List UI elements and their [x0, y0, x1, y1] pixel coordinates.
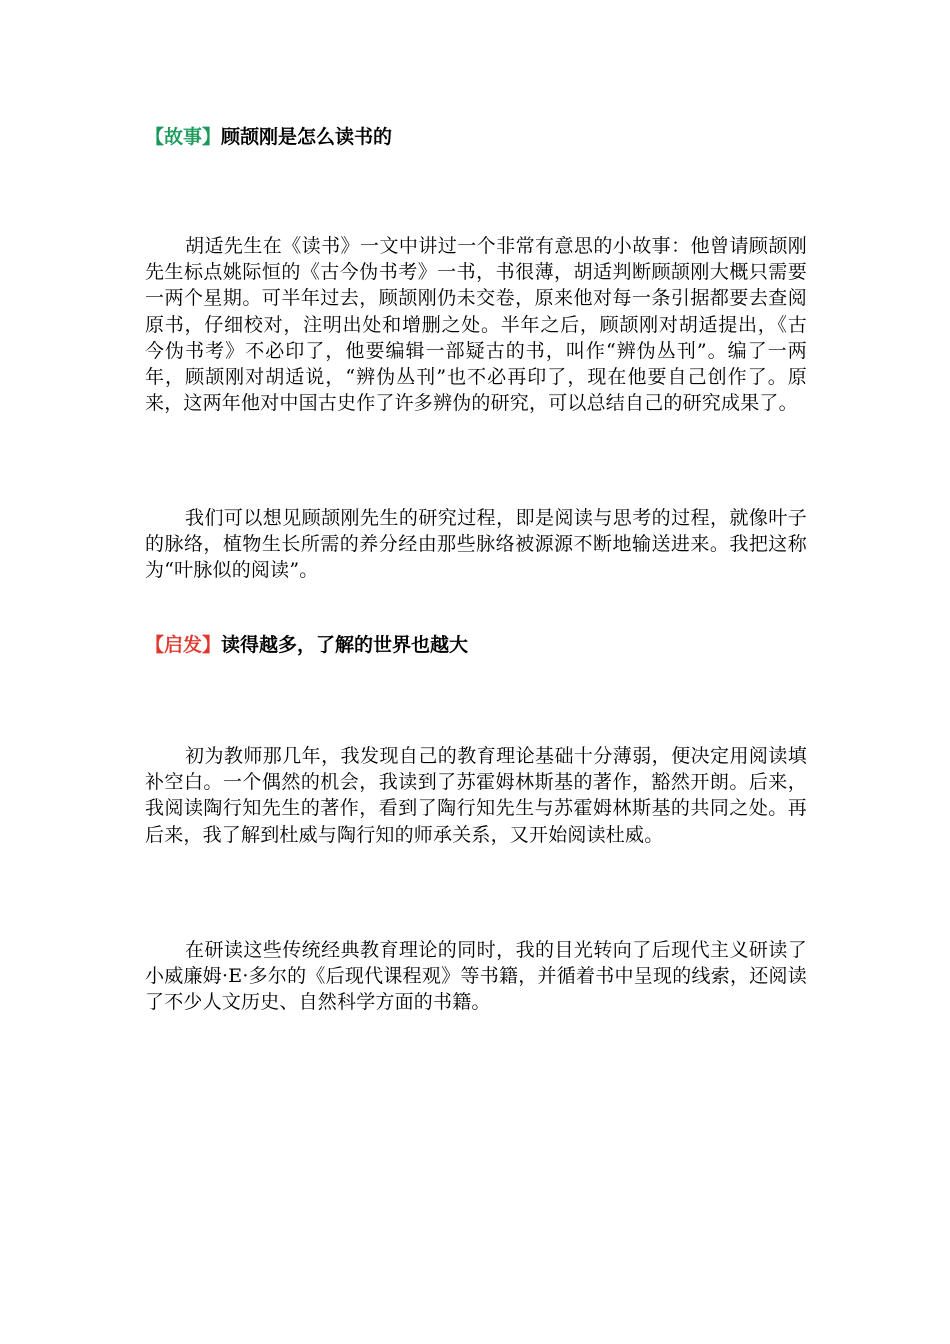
paragraph-insight-2: 在研读这些传统经典教育理论的同时，我的目光转向了后现代主义研读了小威廉姆·E·多尔的《后现代课程观》等书籍，并循着书中呈现的线索，还阅读了不少人文历史、自然科学方面的书籍。 — [145, 939, 807, 1014]
paragraph-insight-1: 初为教师那几年，我发现自己的教育理论基础十分薄弱，便决定用阅读填补空白。一个偶然的机会，我读到了苏霍姆林斯基的著作，豁然开朗。后来，我阅读陶行知先生的著作，看到了陶行知先生与苏霍姆林斯基的共同之处。再后来，我了解到杜威与陶行知的师承关系，又开始阅读杜威。 — [145, 745, 807, 846]
paragraph-story-2: 我们可以想见顾颉刚先生的研究过程，即是阅读与思考的过程，就像叶子的脉络，植物生长所需的养分经由那些脉络被源源不断地输送进来。我把这称为“叶脉似的阅读”。 — [145, 507, 807, 582]
section-title-insight: 读得越多，了解的世界也越大 — [221, 634, 469, 656]
section-heading-insight — [145, 632, 815, 658]
section-heading-story — [145, 124, 815, 150]
section-tag-story: 【故事】 — [145, 126, 222, 148]
section-tag-insight: 【启发】 — [145, 634, 222, 656]
paragraph-story-1: 胡适先生在《读书》一文中讲过一个非常有意思的小故事：他曾请顾颉刚先生标点姚际恒的《古今伪书考》一书，书很薄，胡适判断顾颉刚大概只需要一两个星期。可半年过去，顾颉刚仍未交卷，原来他对每一条引据都要去查阅原书，仔细校对，注明出处和增删之处。半年之后，顾颉刚对胡适提出，《古今伪书考》不必印了，他要编辑一部疑古的书，叫作“辨伪丛刊”。编了一两年，顾颉刚对胡适说，“辨伪丛刊”也不必再印了，现在他要自己创作了。原来，这两年他对中国古史作了许多辨伪的研究，可以总结自己的研究成果了。 — [145, 235, 807, 415]
section-title-story: 顾颉刚是怎么读书的 — [221, 126, 393, 148]
